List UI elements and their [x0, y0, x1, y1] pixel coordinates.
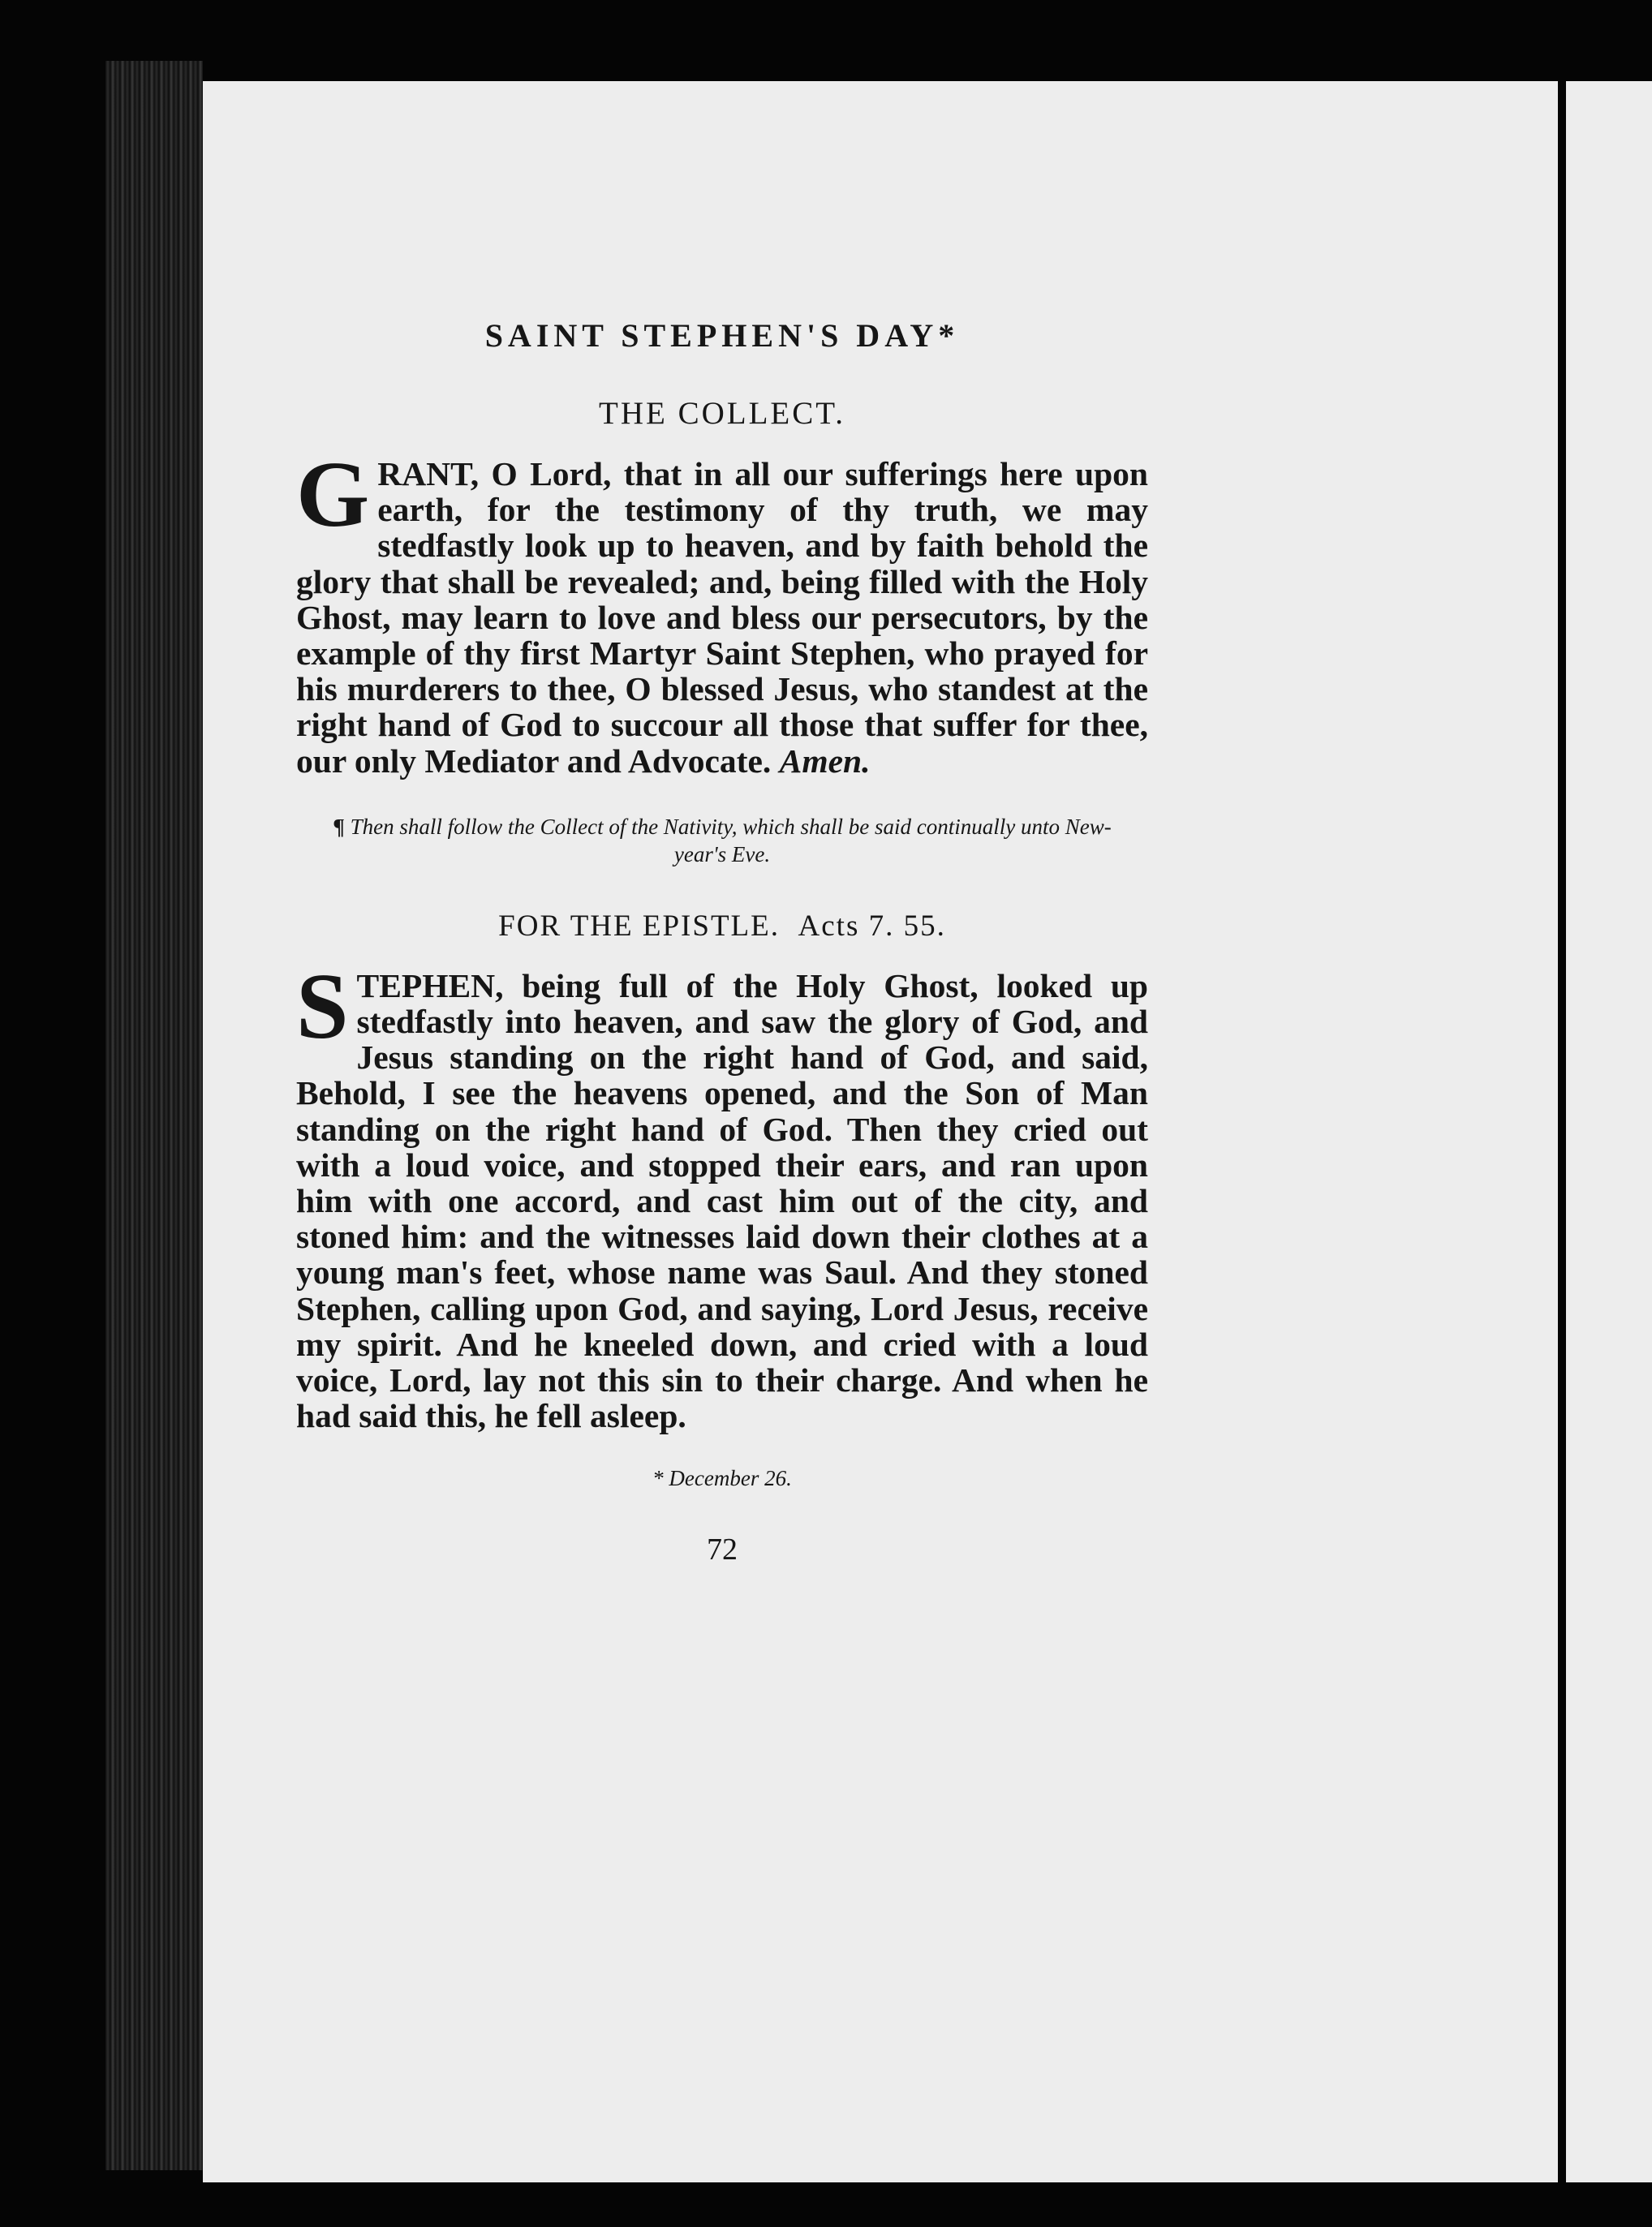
epistle-body: TEPHEN, being full of the Holy Ghost, looked up stedfastly into heaven, and saw the glory of God, and Jesus standing on the right hand of God, and said, Behold, I see the heavens opened, and the Son of Man standing on the right hand of God. Then they cried out with a loud voice, and stopped their ears, and ran upon him with one accord, and cast him out of the city, and stoned him: and the witnesses laid down their clothes at a young man's feet, whose name was Saul. And they stoned Stephen, calling upon God, and saying, Lord Jesus, receive my spirit. And he kneeled down, and cried with a loud voice, Lord, lay not this sin to their charge. And when he had said this, he fell asleep. [296, 966, 1148, 1435]
collect-body: RANT, O Lord, that in all our sufferings here upon earth, for the testimony of thy truth, we may stedfastly look up to heaven, and by faith behold the glory that shall be revealed; and, being filled with the Holy Ghost, may learn to love and bless our persecutors, by the example of thy first Martyr Saint Stephen, who prayed for his murderers to thee, O blessed Jesus, who standest at the right hand of God to succour all those that suffer for thee, our only Mediator and Advocate. [296, 455, 1148, 780]
rubric-text: Then shall follow the Collect of the Nativity, which shall be said continually unto New-year's Eve. [350, 814, 1112, 866]
page-title: SAINT STEPHEN'S DAY* [484, 317, 960, 354]
epistle-heading-label: FOR THE EPISTLE. [498, 909, 781, 943]
collect-heading: THE COLLECT. [599, 396, 845, 431]
epistle-reference: Acts 7. 55. [798, 909, 946, 943]
right-page-edge [1566, 81, 1652, 2182]
footnote: * December 26. [652, 1466, 792, 1491]
book-spine-edge [105, 61, 203, 2170]
collect-amen: Amen. [779, 742, 871, 780]
page-number: 72 [707, 1533, 738, 1567]
pilcrow-icon: ¶ [333, 814, 345, 839]
rubric-note [329, 813, 1116, 868]
epistle-heading [296, 909, 1148, 944]
page-content [296, 227, 1148, 1567]
epistle-dropcap: S [296, 954, 349, 1059]
epistle-text [296, 954, 1148, 1435]
collect-text [296, 443, 1148, 780]
collect-dropcap: G [296, 443, 370, 547]
